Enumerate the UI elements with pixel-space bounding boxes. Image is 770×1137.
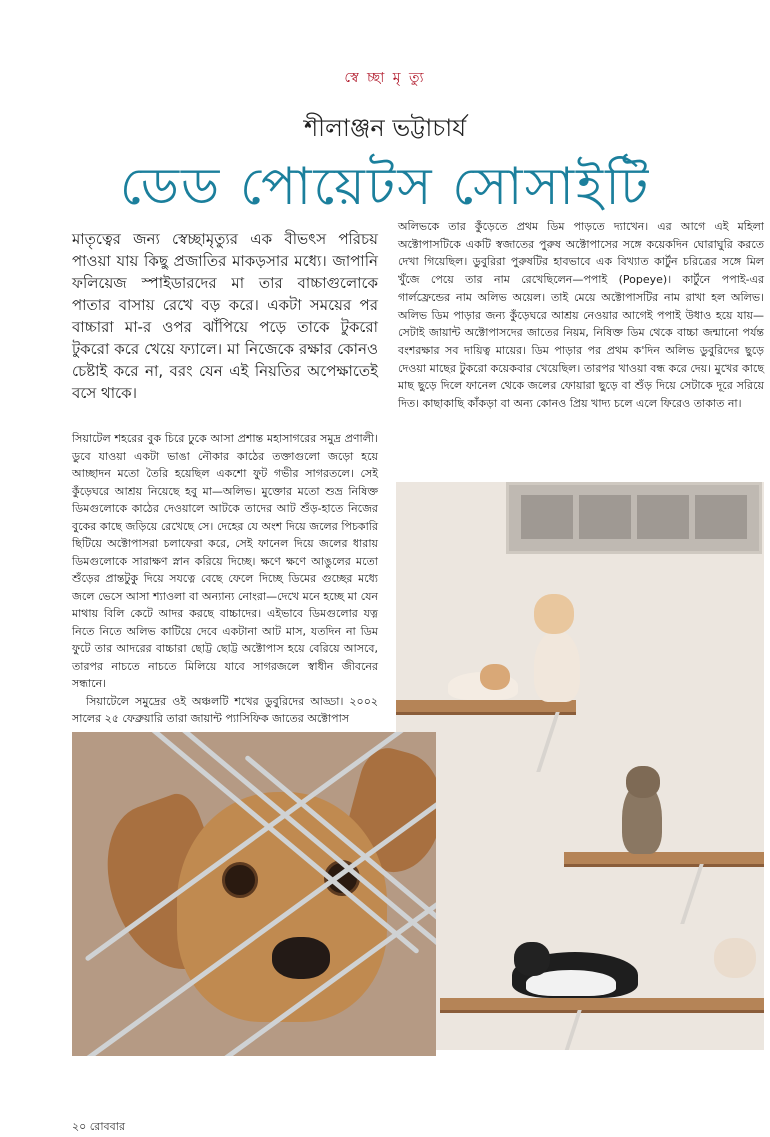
article-headline: ডেড পোয়েটস সোসাইটি <box>119 157 651 217</box>
wall-shelf <box>440 998 764 1013</box>
dog-behind-fence-photo <box>72 732 436 1056</box>
author-byline: শীলাঞ্জন ভট্টাচার্য <box>303 114 467 142</box>
cat <box>534 630 580 702</box>
dog <box>177 792 387 1022</box>
page-footer: ২০ রোববার <box>72 1120 125 1133</box>
section-label: স্বে চ্ছা মৃ ত্যু <box>344 70 426 86</box>
body-column-left <box>72 430 378 728</box>
body-column-right <box>398 218 764 413</box>
intro-paragraph: মাতৃত্বের জন্য স্বেচ্ছামৃত্যুর এক বীভৎস পরিচয় পাওয়া যায় কিছু প্রজাতির মাকড়সার মধ্যে। জাপানি ফলিয়েজ স্পাইডারদের মা তার বাচ্চাগুলোকে পাতার বাসায় রেখে বড় করে। একটা সময়ের পর বাচ্চারা মা-র ওপর ঝাঁপিয়ে পড়ে তাকে টুকরো টুকরো করে খেয়ে ফ্যালে। মা নিজেকে রক্ষার কোনও চেষ্টাই করে না, বরং যেন এই নিয়তির অপেক্ষাতেই বসে থাকে। <box>72 230 378 402</box>
cats-on-shelves-photo <box>396 482 764 1050</box>
wall-shelf <box>564 852 764 867</box>
body-paragraph: সিয়াটেলে সমুদ্রের ওই অঞ্চলটি শখের ডুবুরিদের আড্ডা। ২০০২ সালের ২৫ ফেব্রুয়ারি তারা জায়ান্ট প্যাসিফিক জাতের অক্টোপাস <box>72 694 378 725</box>
body-paragraph: সিয়াটেল শহরের বুক চিরে ঢুকে আসা প্রশান্ত মহাসাগরের সমুদ্র প্রণালী। ডুবে যাওয়া একটা ভাঙা নৌকার কাঠের তক্তাগুলো জড়ো হয়ে আচ্ছাদন মতো তৈরি হয়েছিল একশো ফুট গভীর সাগরতলে। সেই কুঁড়েঘরে আশ্রয় নিয়েছে হবু মা—অলিভ। মুক্তোর মতো শুভ্র নিষিক্ত ডিমগুলোকে কাঠের দেওয়ালে আটকে তাদের আট শুঁড়-হাতে নিজের বুকের কাছে জড়িয়ে রেখেছে সে। দেহের যে অংশ দিয়ে জলের পিচকারি ছিটিয়ে অক্টোপাসরা চলাফেরা করে, সেই ফানেল দিয়ে জলের ধারায় ডিমগুলোকে সারাক্ষণ স্নান করিয়ে দিচ্ছে। ক্ষণে ক্ষণে আঙুলের মতো শুঁড়ের প্রান্তটুকু দিয়ে সযত্নে বেছে ফেলে দিচ্ছে ডিমের গুচ্ছের মধ্যে জলে ভেসে আসা শ্যাওলা বা অন্যান্য নোংরা—দেখে মনে হচ্ছে মা যেন মাথায় বিলি কেটে আদর করছে বাচ্চাদের। এইভাবে ডিমগুলোর যত্ন নিতে নিতে অলিভ কাটিয়ে দেবে একটানা আট মাস, যতদিন না ডিম ফুটে তার আদরের বাচ্চারা ছোট্ট ছোট্ট অক্টোপাস হয়ে বেরিয়ে আসবে, তারপর নাচতে নাচতে মিলিয়ে যাবে সাগরজলে স্বাধীন জীবনের সন্ধানে। <box>72 432 378 690</box>
cat <box>714 938 756 978</box>
body-paragraph: অলিভকে তার কুঁড়েতে প্রথম ডিম পাড়তে দ্যাখেন। এর আগে এই মহিলা অক্টোপাসটিকে একটি স্বজাতের পুরুষ অক্টোপাসের সঙ্গে কয়েকদিন ঘোরাঘুরি করতে দেখা গিয়েছিল। ডুবুরিরা পুরুষটির হাবভাবে এক বিখ্যাত কার্টুন চরিত্রের সঙ্গে মিল খুঁজে পেয়ে তার নাম রেখেছিলেন—পপাই (Popeye)। কার্টুনে পপাই-এর গার্লফ্রেন্ডের নাম অলিভ অয়েল। তাই মেয়ে অক্টোপাসটির নাম রাখা হল অলিভ। অলিভ ডিম পাড়ার জন্য কুঁড়েঘরে আশ্রয় নেওয়ার আগেই পপাই উধাও হয়ে যায়—সেটাই জায়ান্ট অক্টোপাসদের জাতের নিয়ম, নিষিক্ত ডিম থেকে বাচ্চা জন্মানো পর্যন্ত বংশরক্ষার সব দায়িত্ব মায়ের। ডিম পাড়ার পর প্রথম ক'দিন অলিভ ডুবুরিদের ছুড়ে দেওয়া মাছের টুকরো কয়েকবার খেয়েছিল। তারপর খাওয়া বন্ধ করে দেয়। মুখের কাছে মাছ ছুড়ে দিলে ফানেল থেকে জলের ফোয়ারা ছুড়ে বা শুঁড় দিয়ে সেটাকে দূরে সরিয়ে দিত। কাছাকাছি কাঁকড়া বা অন্য কোনও প্রিয় খাদ্য চলে এলে ফিরেও তাকাত না। <box>398 220 764 411</box>
ceiling-vent <box>506 482 762 554</box>
wall-shelf <box>396 700 576 715</box>
